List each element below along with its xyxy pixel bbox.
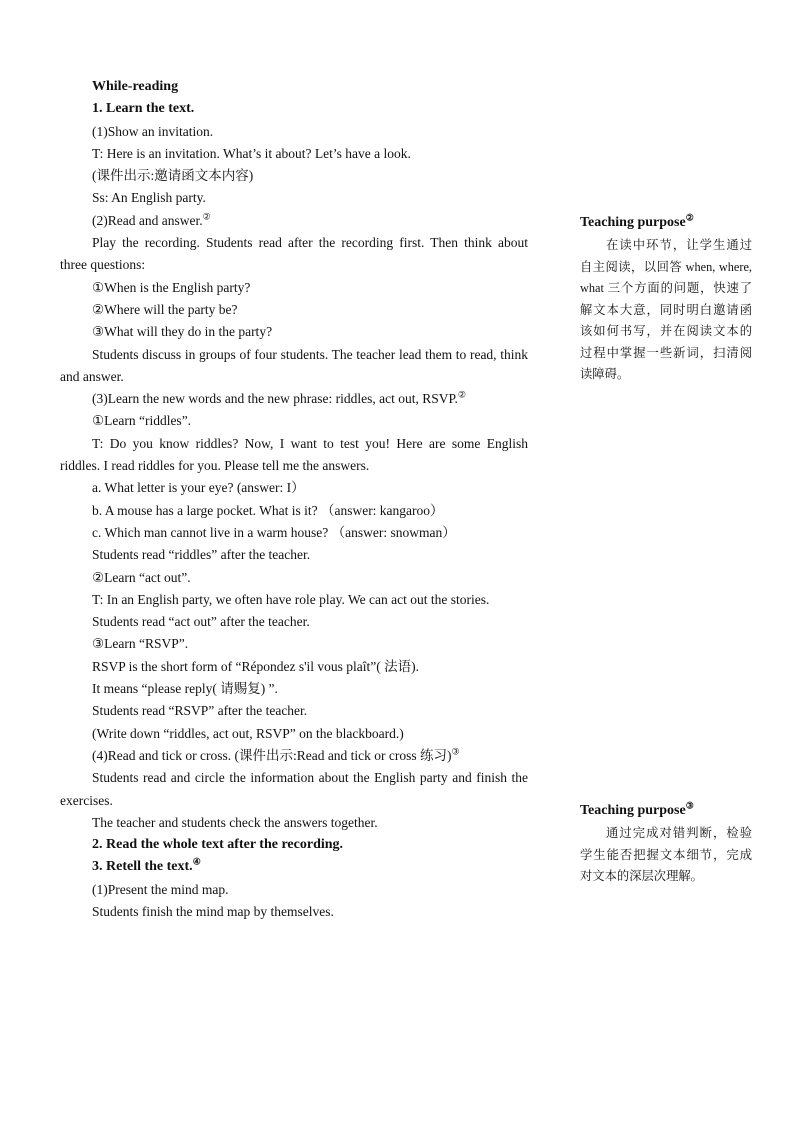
body-line (60, 500, 528, 522)
body-line (60, 567, 528, 589)
line-text: RSVP is the short form of “Répondez s'il vous plaît”( 法语). (92, 658, 420, 674)
body-line (60, 589, 528, 611)
line-text: 3. Retell the text. (92, 859, 193, 875)
note-text: 通过完成对错判断，检验学生能否把握文本细节，完成对文本的深层次理解。 (580, 826, 752, 883)
body-line (60, 277, 528, 299)
body-line (60, 210, 528, 232)
body-line (60, 433, 528, 478)
line-text: The teacher and students check the answers together. (92, 814, 378, 830)
line-text: (3)Learn the new words and the new phrase: riddles, act out, RSVP. (92, 391, 458, 407)
section-heading (60, 76, 528, 98)
body-line (60, 165, 528, 187)
line-text: (课件出示:邀请函文本内容) (92, 168, 254, 184)
line-text: (Write down “riddles, act out, RSVP” on the blackboard.) (92, 725, 404, 741)
line-text: Students read “RSVP” after the teacher. (92, 703, 308, 719)
line-text: ②Where will the party be? (92, 301, 238, 317)
line-text: ①Learn “riddles”. (92, 413, 192, 429)
body-line (60, 321, 528, 343)
line-text: 2. Read the whole text after the recording. (92, 837, 344, 853)
line-text: ③Learn “RSVP”. (92, 636, 189, 652)
body-line (60, 477, 528, 499)
line-text: ①When is the English party? (92, 279, 251, 295)
line-text: Play the recording. Students read after the recording first. Then think about three questions: (60, 235, 528, 273)
section-heading (60, 834, 528, 856)
line-text: Students discuss in groups of four students. The teacher lead them to read, think and answer. (60, 346, 528, 384)
line-text: Students finish the mind map by themselves. (92, 903, 334, 919)
body-line (60, 121, 528, 143)
line-text: T: Here is an invitation. What’s it about? Let’s have a look. (92, 145, 411, 161)
teaching-purpose-note-1 (580, 213, 752, 386)
body-line (60, 901, 528, 923)
section-heading (60, 856, 528, 878)
line-text: ②Learn “act out”. (92, 569, 191, 585)
body-line (60, 232, 528, 277)
lesson-plan-body (60, 76, 528, 923)
line-text: Students read “riddles” after the teacher. (92, 547, 311, 563)
line-text: T: In an English party, we often have role play. We can act out the stories. (92, 591, 490, 607)
body-line (60, 187, 528, 209)
note-heading: Teaching purpose (580, 803, 686, 818)
note-heading: Teaching purpose (580, 215, 686, 230)
body-line (60, 723, 528, 745)
line-text: (1)Present the mind map. (92, 881, 229, 897)
line-text: b. A mouse has a large pocket. What is it? （answer: kangaroo） (92, 502, 444, 518)
body-line (60, 767, 528, 812)
body-line (60, 522, 528, 544)
body-line (60, 678, 528, 700)
body-line (60, 143, 528, 165)
note-superscript: ② (685, 212, 694, 223)
line-text: ③What will they do in the party? (92, 324, 273, 340)
footnote-marker: ② (202, 211, 211, 222)
body-line (60, 299, 528, 321)
line-text: (2)Read and answer. (92, 212, 203, 228)
footnote-marker: ④ (192, 856, 201, 867)
section-heading (60, 98, 528, 120)
body-line (60, 812, 528, 834)
body-line (60, 611, 528, 633)
body-line (60, 700, 528, 722)
line-text: Students read and circle the information about the English party and finish the exercises. (60, 770, 528, 808)
note-superscript: ③ (685, 800, 694, 811)
line-text: (1)Show an invitation. (92, 123, 214, 139)
line-text: a. What letter is your eye? (answer: I） (92, 480, 305, 496)
body-line (60, 745, 528, 767)
body-line (60, 633, 528, 655)
body-line (60, 388, 528, 410)
teaching-purpose-note-2 (580, 801, 752, 888)
note-text: 在读中环节，让学生通过自主阅读，以回答 when, where, what 三个方面的问题，快速了解文本大意，同时明白邀请函该如何书写，并在阅读文本的过程中掌握一些新词，扫清阅读障碍。 (580, 238, 752, 381)
line-text: It means “please reply( 请赐复) ”. (92, 681, 278, 697)
line-text: c. Which man cannot live in a warm house? （answer: snowman） (92, 524, 456, 540)
body-line (60, 879, 528, 901)
body-line (60, 656, 528, 678)
body-line (60, 344, 528, 389)
line-text: While-reading (92, 79, 179, 94)
body-line (60, 410, 528, 432)
line-text: 1. Learn the text. (92, 101, 195, 117)
footnote-marker: ③ (451, 746, 460, 757)
body-line (60, 544, 528, 566)
footnote-marker: ② (457, 389, 466, 400)
line-text: T: Do you know riddles? Now, I want to test you! Here are some English riddles. I read riddles for you. Please tell me the answers. (60, 435, 528, 474)
line-text: Students read “act out” after the teacher. (92, 614, 310, 630)
line-text: Ss: An English party. (92, 190, 206, 206)
line-text: (4)Read and tick or cross. (课件出示:Read and tick or cross 练习) (92, 747, 452, 763)
